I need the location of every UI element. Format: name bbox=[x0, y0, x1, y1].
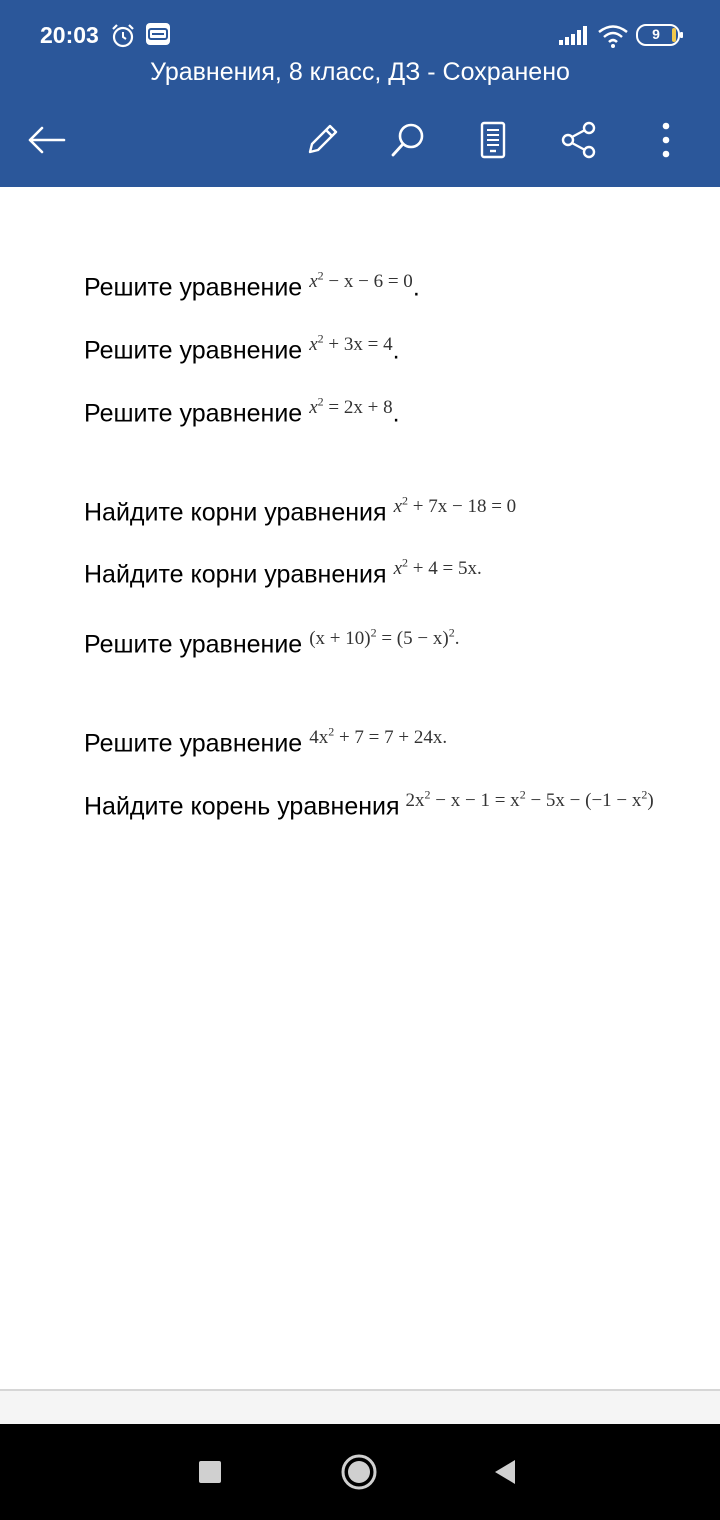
task-equation: x2 = 2x + 8 bbox=[309, 395, 393, 419]
task-suffix: . bbox=[392, 399, 400, 428]
task-label: Решите уравнение bbox=[84, 399, 303, 428]
task-label: Найдите корень уравнения bbox=[84, 792, 400, 821]
signal-icon bbox=[558, 26, 588, 51]
more-vert-icon bbox=[660, 120, 672, 160]
task-equation: 4x2 + 7 = 7 + 24x. bbox=[309, 725, 448, 749]
bottom-toolbar-strip bbox=[0, 1391, 720, 1424]
battery-level: 9 bbox=[652, 26, 660, 42]
task-equation: x2 + 4 = 5x. bbox=[393, 556, 482, 580]
task-7 bbox=[84, 725, 447, 758]
task-2 bbox=[84, 332, 400, 365]
task-equation: x2 − x − 6 = 0 bbox=[309, 269, 413, 293]
notification-app-icon bbox=[145, 22, 171, 51]
task-8 bbox=[84, 788, 654, 821]
more-options-button[interactable] bbox=[642, 116, 690, 164]
app-header bbox=[0, 0, 720, 187]
task-label: Найдите корни уравнения bbox=[84, 560, 387, 589]
recent-apps-icon bbox=[197, 1459, 223, 1485]
task-suffix: . bbox=[392, 336, 400, 365]
task-label: Решите уравнение bbox=[84, 729, 303, 758]
search-button[interactable] bbox=[384, 116, 432, 164]
task-suffix: . bbox=[412, 273, 420, 302]
document-body[interactable] bbox=[0, 187, 720, 1390]
task-equation: x2 + 7x − 18 = 0 bbox=[393, 494, 517, 518]
task-label: Решите уравнение bbox=[84, 273, 303, 302]
pencil-icon bbox=[302, 120, 342, 160]
recent-apps-button[interactable] bbox=[186, 1448, 234, 1496]
task-label: Решите уравнение bbox=[84, 630, 303, 659]
task-5 bbox=[84, 556, 482, 589]
back-icon bbox=[491, 1457, 521, 1487]
edit-button[interactable] bbox=[298, 116, 346, 164]
back-button[interactable] bbox=[22, 116, 70, 164]
share-icon bbox=[559, 120, 599, 160]
document-title: Уравнения, 8 класс, ДЗ - Сохранено bbox=[150, 58, 570, 86]
alarm-icon bbox=[110, 23, 136, 54]
home-button[interactable] bbox=[335, 1448, 383, 1496]
search-icon bbox=[388, 120, 428, 160]
task-equation: x2 + 3x = 4 bbox=[309, 332, 393, 356]
reading-view-icon bbox=[477, 120, 509, 160]
share-button[interactable] bbox=[555, 116, 603, 164]
task-equation: (x + 10)2 = (5 − x)2. bbox=[309, 626, 460, 650]
task-equation: 2x2 − x − 1 = x2 − 5x − (−1 − x2) bbox=[405, 788, 654, 812]
task-label: Решите уравнение bbox=[84, 336, 303, 365]
system-navigation-bar bbox=[0, 1424, 720, 1520]
task-3 bbox=[84, 395, 400, 428]
task-6 bbox=[84, 626, 459, 659]
back-arrow-icon bbox=[26, 125, 66, 155]
task-1 bbox=[84, 269, 420, 302]
reading-view-button[interactable] bbox=[469, 116, 517, 164]
task-4 bbox=[84, 494, 516, 527]
back-nav-button[interactable] bbox=[482, 1448, 530, 1496]
status-time: 20:03 bbox=[40, 22, 99, 48]
home-icon bbox=[339, 1452, 379, 1492]
wifi-icon bbox=[597, 24, 629, 53]
task-label: Найдите корни уравнения bbox=[84, 498, 387, 527]
